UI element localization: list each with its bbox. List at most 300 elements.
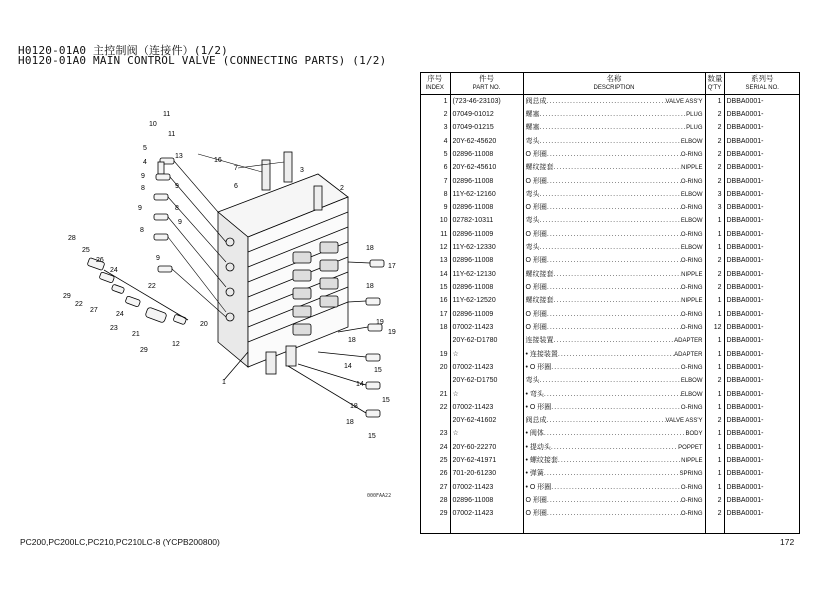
callout-8: 8 bbox=[141, 185, 145, 192]
row-part-no: 02896-11008 bbox=[450, 494, 523, 507]
row-desc-en: O-RING bbox=[680, 258, 703, 265]
row-part-no: 02896-11008 bbox=[450, 201, 523, 214]
row-serial-no: DBBA0001- bbox=[724, 308, 800, 321]
row-qty: 2 bbox=[705, 148, 724, 161]
row-desc-cn: O 形圈 bbox=[525, 257, 547, 265]
row-serial-no: DBBA0001- bbox=[724, 188, 800, 201]
row-description bbox=[523, 441, 705, 454]
row-description bbox=[523, 414, 705, 427]
row-desc-cn: 弯头 bbox=[525, 217, 540, 225]
row-qty: 2 bbox=[705, 494, 724, 507]
row-index: 8 bbox=[443, 190, 448, 198]
row-index bbox=[420, 414, 450, 427]
row-desc-en: SPRING bbox=[679, 471, 703, 478]
callout-9d: 9 bbox=[178, 219, 182, 226]
row-part-no: 20Y-62-45620 bbox=[450, 134, 523, 147]
row-index: 11 bbox=[440, 230, 448, 238]
row-part-no: 11Y-62-12330 bbox=[450, 241, 523, 254]
row-qty: 3 bbox=[705, 201, 724, 214]
row-desc-cn: O 形圈 bbox=[525, 204, 547, 212]
row-description bbox=[523, 148, 705, 161]
row-desc-cn: 螺塞 bbox=[525, 110, 540, 118]
table-row bbox=[420, 281, 800, 294]
row-serial-no: DBBA0001- bbox=[724, 347, 800, 360]
row-part-no: ☆ bbox=[450, 427, 523, 440]
row-description bbox=[523, 347, 705, 360]
callout-9b: 9 bbox=[175, 183, 179, 190]
callout-8c: 8 bbox=[140, 227, 144, 234]
table-row bbox=[420, 507, 800, 520]
callout-15c: 15 bbox=[368, 433, 376, 440]
row-part-no: 20Y-62-D1750 bbox=[450, 374, 523, 387]
row-description bbox=[523, 121, 705, 134]
leader-dots bbox=[547, 497, 681, 504]
row-qty: 2 bbox=[705, 374, 724, 387]
row-desc-cn: 螺塞 bbox=[525, 124, 540, 132]
leader-dots bbox=[540, 111, 687, 118]
row-qty: 2 bbox=[705, 121, 724, 134]
row-index: 7 bbox=[443, 177, 448, 185]
parts-list-table bbox=[420, 72, 800, 534]
row-desc-en: ELBOW bbox=[680, 191, 703, 198]
leader-dots bbox=[547, 311, 681, 318]
row-description bbox=[523, 401, 705, 414]
table-row bbox=[420, 108, 800, 121]
row-desc-cn: • 弹簧 bbox=[525, 470, 544, 478]
table-row bbox=[420, 161, 800, 174]
leader-dots bbox=[554, 337, 675, 344]
leader-dots bbox=[558, 351, 674, 358]
row-part-no: 02896-11009 bbox=[450, 308, 523, 321]
row-description bbox=[523, 201, 705, 214]
callout-19: 19 bbox=[376, 319, 384, 326]
table-row bbox=[420, 188, 800, 201]
row-desc-en: O-RING bbox=[680, 324, 703, 331]
row-index: 6 bbox=[443, 164, 448, 172]
leader-dots bbox=[554, 271, 682, 278]
exploded-parts-diagram bbox=[48, 102, 408, 512]
row-desc-cn: • 螺纹接套 bbox=[525, 457, 558, 465]
row-index: 21 bbox=[439, 390, 448, 398]
row-description bbox=[523, 294, 705, 307]
table-row bbox=[420, 387, 800, 400]
row-desc-cn: 螺纹接套 bbox=[525, 297, 554, 305]
row-index: 10 bbox=[439, 217, 448, 225]
row-part-no: 11Y-62-12160 bbox=[450, 188, 523, 201]
callout-23: 23 bbox=[110, 325, 118, 332]
row-description bbox=[523, 361, 705, 374]
callout-26: 26 bbox=[96, 257, 104, 264]
table-row bbox=[420, 454, 800, 467]
row-desc-cn: 弯头 bbox=[525, 137, 540, 145]
row-serial-no: DBBA0001- bbox=[724, 268, 800, 281]
row-qty: 2 bbox=[705, 161, 724, 174]
row-index: 17 bbox=[439, 310, 448, 318]
row-index: 4 bbox=[443, 137, 448, 145]
table-row bbox=[420, 441, 800, 454]
row-desc-cn: 阀总成 bbox=[525, 97, 547, 105]
table-row bbox=[420, 321, 800, 334]
row-description bbox=[523, 507, 705, 520]
callout-14: 14 bbox=[344, 363, 352, 370]
header-serial-no: 系列号 SERIAL NO. bbox=[724, 72, 800, 95]
table-row bbox=[420, 427, 800, 440]
row-index: 29 bbox=[439, 510, 448, 518]
callout-16: 16 bbox=[214, 157, 222, 164]
row-desc-cn: 螺纹接套 bbox=[525, 270, 554, 278]
row-desc-en: NIPPLE bbox=[681, 458, 703, 465]
row-part-no: 20Y-60-22270 bbox=[450, 441, 523, 454]
row-part-no: 07002-11423 bbox=[450, 507, 523, 520]
row-qty: 2 bbox=[705, 507, 724, 520]
row-index: 5 bbox=[443, 150, 448, 158]
row-serial-no: DBBA0001- bbox=[724, 374, 800, 387]
row-description bbox=[523, 308, 705, 321]
callout-13: 13 bbox=[175, 153, 183, 160]
leader-dots bbox=[551, 444, 678, 451]
row-desc-en: PLUG bbox=[686, 125, 703, 132]
lower-left-assembly-drawing bbox=[87, 258, 188, 325]
callout-10: 10 bbox=[149, 121, 157, 128]
row-description bbox=[523, 387, 705, 400]
row-index: 27 bbox=[439, 483, 448, 491]
leader-dots bbox=[547, 417, 666, 424]
row-serial-no: DBBA0001- bbox=[724, 281, 800, 294]
callout-24: 24 bbox=[110, 267, 118, 274]
row-desc-en: ELBOW bbox=[680, 391, 703, 398]
row-part-no: ☆ bbox=[450, 387, 523, 400]
leader-dots bbox=[540, 244, 681, 251]
row-index: 26 bbox=[439, 470, 448, 478]
row-desc-cn: 弯头 bbox=[525, 244, 540, 252]
row-desc-cn: 连接装置 bbox=[525, 337, 554, 345]
row-serial-no: DBBA0001- bbox=[724, 241, 800, 254]
callout-17: 17 bbox=[388, 263, 396, 270]
row-qty: 2 bbox=[705, 108, 724, 121]
row-desc-en: ELBOW bbox=[680, 245, 703, 252]
row-index: 24 bbox=[439, 443, 448, 451]
row-serial-no: DBBA0001- bbox=[724, 174, 800, 187]
row-desc-cn: • 弯头 bbox=[525, 390, 544, 398]
row-index: 14 bbox=[439, 270, 448, 278]
table-row bbox=[420, 268, 800, 281]
row-qty: 1 bbox=[705, 481, 724, 494]
leader-dots bbox=[547, 204, 681, 211]
row-description bbox=[523, 174, 705, 187]
row-desc-en: O-RING bbox=[680, 311, 703, 318]
leader-dots bbox=[544, 470, 680, 477]
row-part-no: 20Y-62-45610 bbox=[450, 161, 523, 174]
row-part-no: 11Y-62-12520 bbox=[450, 294, 523, 307]
row-index: 2 bbox=[443, 110, 448, 118]
leader-dots bbox=[544, 430, 686, 437]
callout-11: 11 bbox=[163, 111, 171, 118]
row-serial-no: DBBA0001- bbox=[724, 108, 800, 121]
callout-2: 2 bbox=[340, 185, 344, 192]
row-index bbox=[420, 334, 450, 347]
row-desc-cn: O 形圈 bbox=[525, 323, 547, 331]
leader-dots bbox=[540, 124, 687, 131]
row-serial-no: DBBA0001- bbox=[724, 228, 800, 241]
row-desc-cn: O 形圈 bbox=[525, 284, 547, 292]
row-serial-no: DBBA0001- bbox=[724, 134, 800, 147]
row-desc-cn: O 形圈 bbox=[525, 497, 547, 505]
row-serial-no: DBBA0001- bbox=[724, 467, 800, 480]
table-row bbox=[420, 95, 800, 108]
row-desc-en: PLUG bbox=[686, 111, 703, 118]
row-part-no: 20Y-62-41971 bbox=[450, 454, 523, 467]
row-part-no: 02896-11008 bbox=[450, 148, 523, 161]
leader-dots bbox=[547, 257, 681, 264]
row-desc-en: NIPPLE bbox=[681, 271, 703, 278]
row-desc-en: ADAPTER bbox=[674, 351, 703, 358]
callout-18e: 18 bbox=[346, 419, 354, 426]
row-description bbox=[523, 481, 705, 494]
row-desc-cn: O 形圈 bbox=[525, 230, 547, 238]
row-description bbox=[523, 334, 705, 347]
row-desc-en: ELBOW bbox=[680, 138, 703, 145]
row-part-no: 02782-10311 bbox=[450, 214, 523, 227]
row-index bbox=[420, 374, 450, 387]
leader-dots bbox=[540, 377, 681, 384]
row-index: 9 bbox=[443, 204, 448, 212]
leader-dots bbox=[551, 364, 681, 371]
callout-22: 22 bbox=[75, 301, 83, 308]
row-index: 28 bbox=[439, 497, 448, 505]
footer-models: PC200,PC200LC,PC210,PC210LC-8 (YCPB200800) bbox=[20, 537, 220, 547]
row-desc-en: BODY bbox=[685, 431, 703, 438]
leader-dots bbox=[540, 217, 681, 224]
row-index: 12 bbox=[439, 244, 448, 252]
callout-9e: 9 bbox=[156, 255, 160, 262]
row-desc-en: O-RING bbox=[680, 285, 703, 292]
row-part-no: (723-46-23103) bbox=[450, 95, 523, 108]
table-row bbox=[420, 294, 800, 307]
row-serial-no: DBBA0001- bbox=[724, 95, 800, 108]
table-row bbox=[420, 228, 800, 241]
leader-dots bbox=[540, 191, 681, 198]
row-desc-cn: 弯头 bbox=[525, 377, 540, 385]
row-description bbox=[523, 108, 705, 121]
row-serial-no: DBBA0001- bbox=[724, 148, 800, 161]
row-index: 13 bbox=[439, 257, 448, 265]
row-index: 19 bbox=[439, 350, 448, 358]
row-description bbox=[523, 427, 705, 440]
row-desc-cn: • O 形圈 bbox=[525, 363, 552, 371]
page-title-cn: H0120-01A0 主控制阀（连接件）(1/2) bbox=[18, 44, 228, 57]
table-filler-row bbox=[420, 521, 800, 535]
table-row bbox=[420, 148, 800, 161]
row-qty: 1 bbox=[705, 347, 724, 360]
row-part-no: 02896-11008 bbox=[450, 254, 523, 267]
row-description bbox=[523, 494, 705, 507]
callout-25: 25 bbox=[82, 247, 90, 254]
row-qty: 2 bbox=[705, 134, 724, 147]
row-part-no: 20Y-62-41602 bbox=[450, 414, 523, 427]
row-serial-no: DBBA0001- bbox=[724, 454, 800, 467]
row-serial-no: DBBA0001- bbox=[724, 294, 800, 307]
callout-18b: 18 bbox=[366, 283, 374, 290]
row-serial-no: DBBA0001- bbox=[724, 121, 800, 134]
row-qty: 1 bbox=[705, 95, 724, 108]
row-part-no: 701-20-61230 bbox=[450, 467, 523, 480]
row-part-no: 07049-01012 bbox=[450, 108, 523, 121]
row-desc-en: O-RING bbox=[680, 511, 703, 518]
row-description bbox=[523, 467, 705, 480]
row-serial-no: DBBA0001- bbox=[724, 494, 800, 507]
leader-dots bbox=[551, 404, 681, 411]
row-desc-en: O-RING bbox=[680, 484, 703, 491]
table-row bbox=[420, 347, 800, 360]
callout-27: 27 bbox=[90, 307, 98, 314]
leader-dots bbox=[558, 457, 681, 464]
table-row bbox=[420, 308, 800, 321]
row-qty: 1 bbox=[705, 334, 724, 347]
row-serial-no: DBBA0001- bbox=[724, 427, 800, 440]
table-row bbox=[420, 374, 800, 387]
callout-6: 6 bbox=[234, 183, 238, 190]
diagram-code: 000FAA22 bbox=[367, 493, 392, 499]
row-qty: 2 bbox=[705, 174, 724, 187]
row-serial-no: DBBA0001- bbox=[724, 401, 800, 414]
row-part-no: 02896-11008 bbox=[450, 174, 523, 187]
row-desc-en: O-RING bbox=[680, 151, 703, 158]
row-desc-en: O-RING bbox=[680, 205, 703, 212]
callout-9: 9 bbox=[141, 173, 145, 180]
row-part-no: 11Y-62-12130 bbox=[450, 268, 523, 281]
row-desc-cn: • 阀体 bbox=[525, 430, 544, 438]
row-qty: 2 bbox=[705, 254, 724, 267]
callout-14b: 14 bbox=[356, 381, 364, 388]
header-index: 序号 INDEX bbox=[420, 72, 450, 95]
callout-29b: 29 bbox=[140, 347, 148, 354]
row-qty: 1 bbox=[705, 401, 724, 414]
row-description bbox=[523, 454, 705, 467]
row-desc-en: NIPPLE bbox=[681, 298, 703, 305]
row-index: 18 bbox=[439, 323, 448, 331]
row-desc-cn: O 形圈 bbox=[525, 177, 547, 185]
row-qty: 2 bbox=[705, 414, 724, 427]
row-qty: 1 bbox=[705, 427, 724, 440]
table-row bbox=[420, 481, 800, 494]
leader-dots bbox=[547, 284, 681, 291]
leader-dots bbox=[547, 324, 681, 331]
row-qty: 3 bbox=[705, 188, 724, 201]
row-description bbox=[523, 321, 705, 334]
row-serial-no: DBBA0001- bbox=[724, 414, 800, 427]
leader-dots bbox=[547, 98, 666, 105]
row-index: 15 bbox=[439, 284, 448, 292]
row-index: 22 bbox=[439, 403, 448, 411]
row-desc-cn: • O 形圈 bbox=[525, 403, 552, 411]
row-desc-en: POPPET bbox=[678, 444, 703, 451]
row-serial-no: DBBA0001- bbox=[724, 161, 800, 174]
callout-24b: 24 bbox=[116, 311, 124, 318]
callout-21: 21 bbox=[132, 331, 140, 338]
table-row bbox=[420, 494, 800, 507]
row-part-no: 02896-11008 bbox=[450, 281, 523, 294]
row-description bbox=[523, 95, 705, 108]
row-desc-en: ADAPTER bbox=[674, 338, 703, 345]
callout-19b: 19 bbox=[388, 329, 396, 336]
row-desc-cn: 阀总成 bbox=[525, 417, 547, 425]
callout-9c: 9 bbox=[138, 205, 142, 212]
row-index: 3 bbox=[443, 124, 448, 132]
row-part-no: 07002-11423 bbox=[450, 401, 523, 414]
row-qty: 2 bbox=[705, 268, 724, 281]
table-row bbox=[420, 121, 800, 134]
row-description bbox=[523, 281, 705, 294]
callout-29: 29 bbox=[63, 293, 71, 300]
leader-dots bbox=[547, 151, 681, 158]
row-part-no: 07002-11423 bbox=[450, 321, 523, 334]
row-desc-en: NIPPLE bbox=[681, 165, 703, 172]
table-row bbox=[420, 414, 800, 427]
row-qty: 2 bbox=[705, 281, 724, 294]
row-desc-cn: • 连接装置 bbox=[525, 350, 558, 358]
row-desc-en: VALVE ASS'Y bbox=[665, 418, 703, 425]
row-desc-en: O-RING bbox=[680, 231, 703, 238]
table-row bbox=[420, 214, 800, 227]
table-row bbox=[420, 361, 800, 374]
row-part-no: 20Y-62-D1780 bbox=[450, 334, 523, 347]
row-desc-cn: O 形圈 bbox=[525, 310, 547, 318]
leader-dots bbox=[547, 231, 681, 238]
row-description bbox=[523, 374, 705, 387]
row-part-no: 07002-11423 bbox=[450, 361, 523, 374]
leader-dots bbox=[554, 164, 682, 171]
row-serial-no: DBBA0001- bbox=[724, 254, 800, 267]
row-qty: 1 bbox=[705, 454, 724, 467]
page-title-en: H0120-01A0 MAIN CONTROL VALVE (CONNECTING PARTS) (1/2) bbox=[18, 54, 387, 67]
row-desc-en: O-RING bbox=[680, 498, 703, 505]
header-part-no: 件号 PART NO. bbox=[450, 72, 523, 95]
callout-28: 28 bbox=[68, 235, 76, 242]
row-serial-no: DBBA0001- bbox=[724, 334, 800, 347]
row-qty: 1 bbox=[705, 241, 724, 254]
row-description bbox=[523, 214, 705, 227]
callout-15b: 15 bbox=[382, 397, 390, 404]
table-row bbox=[420, 241, 800, 254]
row-serial-no: DBBA0001- bbox=[724, 321, 800, 334]
row-index: 23 bbox=[439, 430, 448, 438]
row-desc-en: O-RING bbox=[680, 178, 703, 185]
row-serial-no: DBBA0001- bbox=[724, 361, 800, 374]
row-desc-en: ELBOW bbox=[680, 378, 703, 385]
table-row bbox=[420, 134, 800, 147]
table-row bbox=[420, 334, 800, 347]
table-row bbox=[420, 201, 800, 214]
callout-7: 7 bbox=[234, 165, 238, 172]
row-qty: 1 bbox=[705, 228, 724, 241]
row-desc-cn: • 提动头 bbox=[525, 443, 551, 451]
callout-15: 15 bbox=[374, 367, 382, 374]
row-serial-no: DBBA0001- bbox=[724, 481, 800, 494]
row-desc-en: O-RING bbox=[680, 364, 703, 371]
row-description bbox=[523, 268, 705, 281]
page-number: 172 bbox=[780, 537, 795, 547]
row-serial-no: DBBA0001- bbox=[724, 201, 800, 214]
leader-dots bbox=[547, 510, 681, 517]
callout-22b: 22 bbox=[148, 283, 156, 290]
table-row bbox=[420, 254, 800, 267]
row-description bbox=[523, 161, 705, 174]
row-part-no: ☆ bbox=[450, 347, 523, 360]
table-header-row bbox=[420, 72, 800, 95]
leader-dots bbox=[540, 138, 681, 145]
row-description bbox=[523, 228, 705, 241]
row-desc-cn: 弯头 bbox=[525, 190, 540, 198]
